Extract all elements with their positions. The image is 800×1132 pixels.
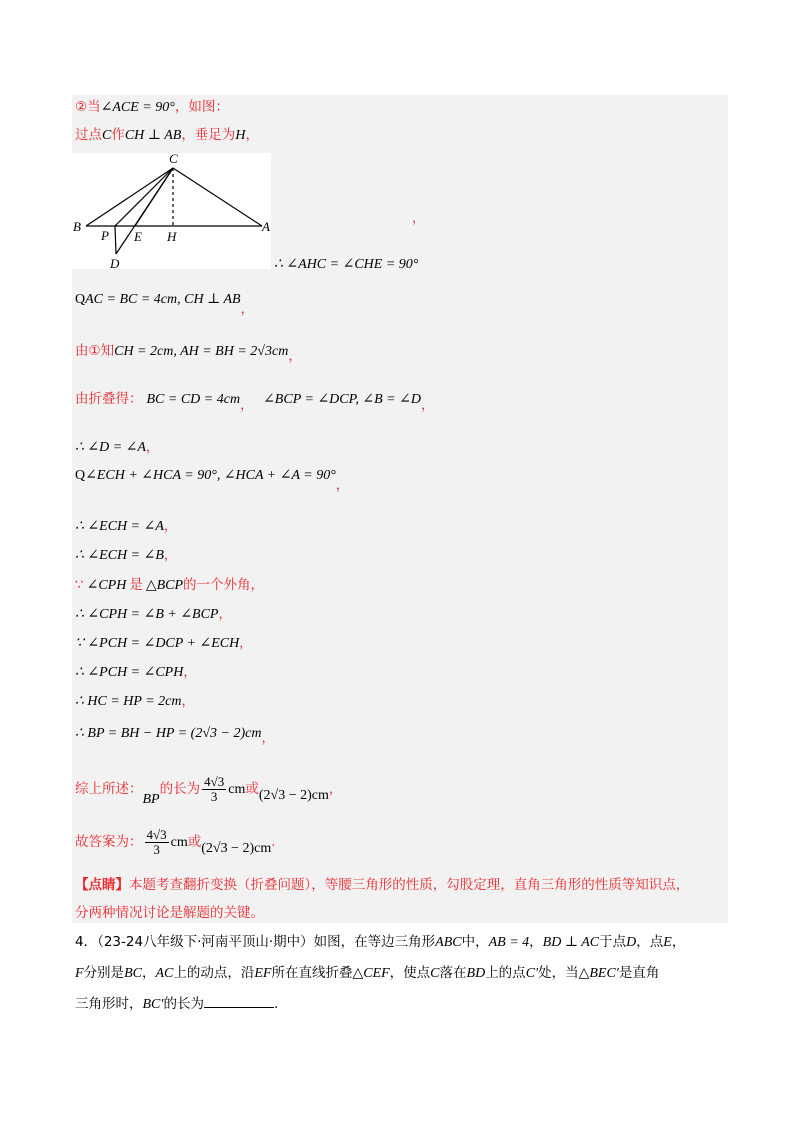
question-line-2 <box>75 964 659 983</box>
from-one-text: CH = 2cm, AH = BH = 2√3cm <box>114 344 289 359</box>
case-tail: ，如图： <box>174 99 229 115</box>
line-bp <box>75 724 275 746</box>
q1-bd: BD ⊥ AC <box>542 935 600 950</box>
q1-c: ， <box>529 934 543 950</box>
point-c: C <box>102 128 112 143</box>
from-one-label: 由①知 <box>75 343 115 359</box>
diagram-svg <box>72 153 271 269</box>
question-line-3 <box>75 995 278 1014</box>
label-p: P <box>101 228 109 243</box>
line-cph <box>75 605 232 624</box>
label-d: D <box>110 256 120 269</box>
line-pch-comma: ， <box>239 636 253 651</box>
line-bp-text: ∴ BP = BH − HP = (2√3 − 2)cm <box>75 726 262 741</box>
construct-line <box>75 126 259 145</box>
because-symbol-3: ∵ <box>75 577 84 593</box>
case-two-line <box>75 98 229 117</box>
q2-b: ， <box>141 965 156 981</box>
q2-i: 是直角 <box>618 965 660 981</box>
q1-a: 如图，在等边三角形 <box>313 934 436 950</box>
fold-comma-a: ， <box>240 398 254 413</box>
line-given-comma: ， <box>240 302 254 317</box>
segment-pd <box>115 226 116 254</box>
line-hc-text: ∴ HC = HP = 2cm <box>75 694 182 709</box>
summary-or: 或 <box>245 781 259 797</box>
q3-c: . <box>273 996 279 1012</box>
segment-cd <box>116 168 173 254</box>
question-line-1 <box>75 933 685 952</box>
line-pch-cph-text: ∴ ∠PCH = ∠CPH <box>75 665 184 680</box>
segment-cp <box>115 168 173 226</box>
line-ech-b-comma: ， <box>163 548 177 563</box>
question-number: 4． <box>75 934 98 950</box>
answer-unit: cm <box>170 835 188 850</box>
answer-or: 或 <box>187 834 202 850</box>
line-ahc-text: ∴ ∠AHC = ∠CHE = 90° <box>274 257 419 272</box>
answer-frac-den: 3 <box>153 842 160 857</box>
q2-g: 上的点 <box>485 965 526 981</box>
fold-a: BC = CD = 4cm <box>146 392 241 407</box>
q1-f: ， <box>671 934 686 950</box>
q2-bec: △BEC′ <box>578 966 619 981</box>
label-c: C <box>169 153 178 166</box>
answer-label: 故答案为： <box>75 834 143 850</box>
exterior-angle: ∠CPH <box>86 578 127 593</box>
line-d-a-comma: ， <box>145 440 159 455</box>
line-exterior <box>75 576 264 595</box>
answer-line <box>75 825 275 860</box>
question-source: （23-24八年级下·河南平顶山·期中） <box>97 934 314 950</box>
q1-d: 于点 <box>599 934 627 950</box>
label-b: B <box>73 219 81 234</box>
q2-bc: BC <box>124 966 142 981</box>
line-ech-b <box>75 546 177 565</box>
point-h: H <box>235 128 246 143</box>
fold-b: ∠BCP = ∠DCP, ∠B = ∠D <box>263 392 421 407</box>
line-ech-a-text: ∴ ∠ECH = ∠A <box>75 519 164 534</box>
line-bp-comma: ， <box>261 731 275 746</box>
summary-frac-den: 3 <box>210 789 218 804</box>
summary-line <box>75 772 342 807</box>
label-a: A <box>262 219 270 234</box>
construct-end: ， <box>245 127 259 143</box>
line-from-one <box>75 342 302 364</box>
summary-frac-num: 4√3 <box>204 774 225 789</box>
comment-tag: 【点睛】 <box>75 877 129 893</box>
line-ech-a <box>75 517 177 536</box>
summary-var: BP <box>142 792 160 807</box>
construct-expr: CH ⊥ AB <box>124 128 182 143</box>
line-pch-cph-comma: ， <box>183 665 197 680</box>
q1-e: ，点 <box>636 934 664 950</box>
summary-label: 综上所述： <box>75 781 143 797</box>
q2-e: ，使点 <box>389 965 431 981</box>
q1-b: 中， <box>461 934 489 950</box>
q2-ef: EF <box>254 966 272 981</box>
comment-text-2: 分两种情况讨论是解题的关键。 <box>75 905 264 921</box>
summary-alt: (2√3 − 2)cm <box>258 788 329 803</box>
answer-fraction <box>145 828 169 857</box>
q2-d: 所在直线折叠 <box>271 965 353 981</box>
q2-point-f: F <box>75 966 84 981</box>
case-label: ②当 <box>75 99 101 115</box>
q1-abc: ABC <box>435 935 462 950</box>
answer-comma: . <box>271 835 276 850</box>
segment-ca <box>173 168 262 226</box>
line-pch <box>75 634 252 653</box>
label-e: E <box>134 229 142 244</box>
line-ech-b-text: ∴ ∠ECH = ∠B <box>75 548 164 563</box>
q2-h: 处，当 <box>538 965 579 981</box>
line-given <box>75 290 254 317</box>
exterior-tail: 的一个外角， <box>183 577 265 593</box>
line-ech-a-comma: ， <box>163 519 177 534</box>
q2-point-cp: C′ <box>525 966 539 981</box>
q1-ab: AB = 4 <box>488 935 530 950</box>
fold-label: 由折叠得： <box>75 391 143 407</box>
q2-c: 上的动点，沿 <box>173 965 255 981</box>
geometry-diagram <box>72 153 271 269</box>
q1-point-e: E <box>663 935 672 950</box>
q2-point-c: C <box>430 966 440 981</box>
because-symbol-2: Q <box>75 468 86 483</box>
q2-ac: AC <box>155 966 174 981</box>
comment-text-1: 本题考查翻折变换（折叠问题），等腰三角形的性质，勾股定理，直角三角形的性质等知识点， <box>129 877 690 893</box>
answer-blank[interactable] <box>204 995 274 1008</box>
line-d-a-text: ∴ ∠D = ∠A <box>75 440 146 455</box>
line-d-a <box>75 438 159 457</box>
line-cph-text: ∴ ∠CPH = ∠B + ∠BCP <box>75 607 219 622</box>
q3-a: 三角形时， <box>75 996 143 1012</box>
because-symbol: Q <box>75 292 86 307</box>
answer-alt: (2√3 − 2)cm <box>201 841 272 856</box>
comment-line-2 <box>75 904 264 922</box>
label-h: H <box>167 229 177 244</box>
line-pch-cph <box>75 663 196 682</box>
exterior-triangle: △BCP <box>145 578 184 593</box>
q2-f: 落在 <box>439 965 467 981</box>
line-cph-comma: ， <box>218 607 232 622</box>
line-sum-comma: ， <box>335 478 349 493</box>
exterior-mid: 是 <box>129 577 143 593</box>
fold-comma-b: ， <box>420 398 434 413</box>
case-condition: ∠ACE = 90° <box>100 100 175 115</box>
line-pch-text: ∵ ∠PCH = ∠DCP + ∠ECH <box>75 636 240 651</box>
answer-frac-num: 4√3 <box>146 827 167 842</box>
line-hc <box>75 692 195 711</box>
comment-line-1 <box>75 876 689 894</box>
line-hc-comma: ， <box>181 694 195 709</box>
from-one-comma: ， <box>288 349 302 364</box>
q3-bcp: BC′ <box>142 997 164 1012</box>
stray-comma-text: ， <box>412 211 426 226</box>
line-sum <box>75 466 349 493</box>
q3-b: 的长为 <box>163 996 204 1012</box>
segment-bc <box>86 168 173 226</box>
summary-mid: 的长为 <box>159 781 201 797</box>
summary-fraction <box>202 775 226 804</box>
q2-cef: △CEF <box>352 966 390 981</box>
q1-point-d: D <box>626 935 637 950</box>
line-ahc <box>274 255 418 274</box>
line-given-text: AC = BC = 4cm, CH ⊥ AB <box>85 292 241 307</box>
q2-a: 分别是 <box>83 965 125 981</box>
summary-comma: ， <box>328 782 342 797</box>
line-fold <box>75 390 434 413</box>
line-sum-text: ∠ECH + ∠HCA = 90°, ∠HCA + ∠A = 90° <box>85 468 336 483</box>
construct-post: ，垂足为 <box>181 127 236 143</box>
construct-mid: 作 <box>111 127 125 143</box>
construct-pre: 过点 <box>75 127 102 143</box>
summary-unit: cm <box>228 782 246 797</box>
stray-comma <box>412 209 425 228</box>
q2-bd: BD <box>466 966 486 981</box>
